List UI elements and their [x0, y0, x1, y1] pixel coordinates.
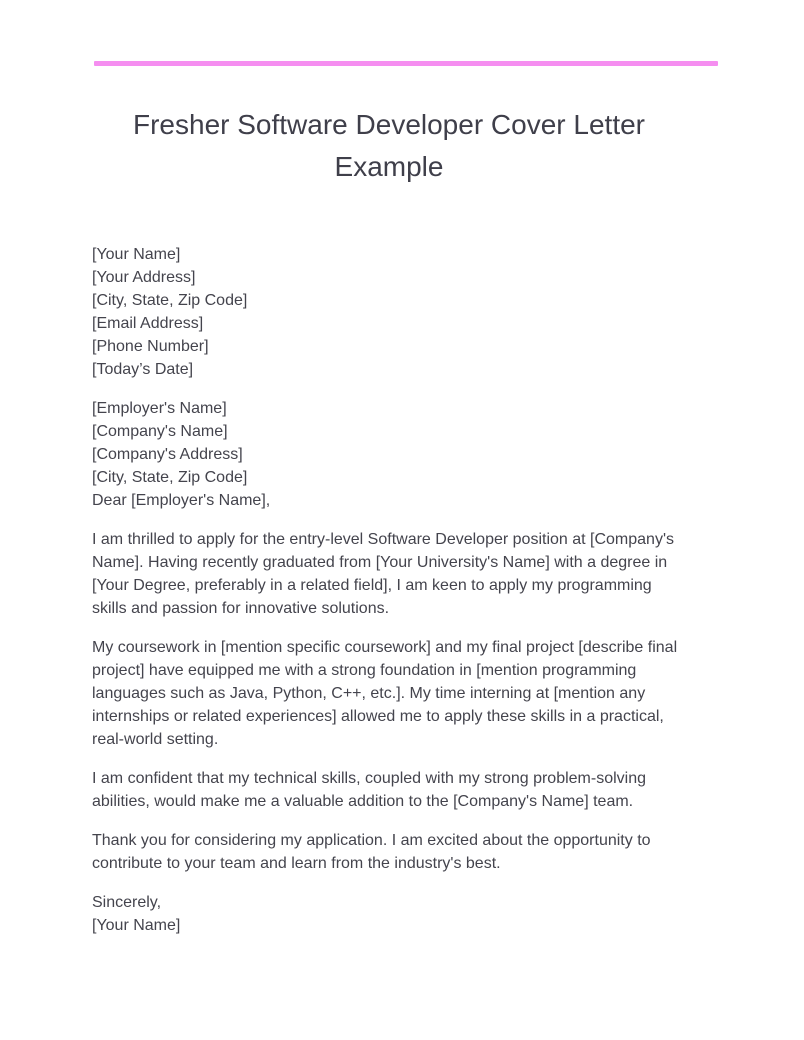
- paragraph-line: languages such as Java, Python, C++, etc.]. My time interning at [mention any: [92, 685, 646, 702]
- paragraph-line: project] have equipped me with a strong foundation in [mention programming: [92, 662, 637, 679]
- paragraph-line: Name]. Having recently graduated from [Your University's Name] with a degree in: [92, 554, 668, 571]
- recipient-address-block: [92, 397, 692, 512]
- body-paragraph: [92, 767, 692, 813]
- paragraph-line: Thank you for considering my application. I am excited about the opportunity to: [92, 832, 651, 849]
- letter-date: [Today’s Date]: [92, 361, 194, 378]
- letter-body: [92, 243, 692, 953]
- title-line: Fresher Software Developer Cover Letter: [133, 109, 645, 140]
- paragraph-line: contribute to your team and learn from the industry's best.: [92, 855, 501, 872]
- body-paragraph: [92, 829, 692, 875]
- body-paragraph: [92, 636, 692, 751]
- paragraph-line: abilities, would make me a valuable addition to the [Company's Name] team.: [92, 793, 634, 810]
- recipient-company: [Company's Name]: [92, 423, 228, 440]
- paragraph-line: I am confident that my technical skills, coupled with my strong problem-solving: [92, 770, 647, 787]
- sender-city-state-zip: [City, State, Zip Code]: [92, 292, 248, 309]
- title-line: Example: [334, 151, 444, 182]
- sender-address-block: [92, 243, 692, 381]
- closing: Sincerely,: [92, 894, 162, 911]
- paragraph-line: real-world setting.: [92, 731, 219, 748]
- recipient-address: [Company's Address]: [92, 446, 243, 463]
- closing-block: [92, 891, 692, 937]
- paragraph-line: internships or related experiences] allowed me to apply these skills in a practical,: [92, 708, 664, 725]
- signature-name: [Your Name]: [92, 917, 181, 934]
- salutation: Dear [Employer's Name],: [92, 492, 271, 509]
- paragraph-line: skills and passion for innovative solutions.: [92, 600, 390, 617]
- sender-name: [Your Name]: [92, 246, 181, 263]
- paragraph-line: I am thrilled to apply for the entry-level Software Developer position at [Company's: [92, 531, 674, 548]
- accent-bar: [94, 61, 718, 66]
- recipient-name: [Employer's Name]: [92, 400, 227, 417]
- sender-address: [Your Address]: [92, 269, 196, 286]
- recipient-city-state-zip: [City, State, Zip Code]: [92, 469, 248, 486]
- body-paragraph: [92, 528, 692, 620]
- paragraph-line: My coursework in [mention specific coursework] and my final project [describe final: [92, 639, 678, 656]
- page-title: [94, 104, 684, 188]
- paragraph-line: [Your Degree, preferably in a related field], I am keen to apply my programming: [92, 577, 652, 594]
- sender-email: [Email Address]: [92, 315, 204, 332]
- sender-phone: [Phone Number]: [92, 338, 209, 355]
